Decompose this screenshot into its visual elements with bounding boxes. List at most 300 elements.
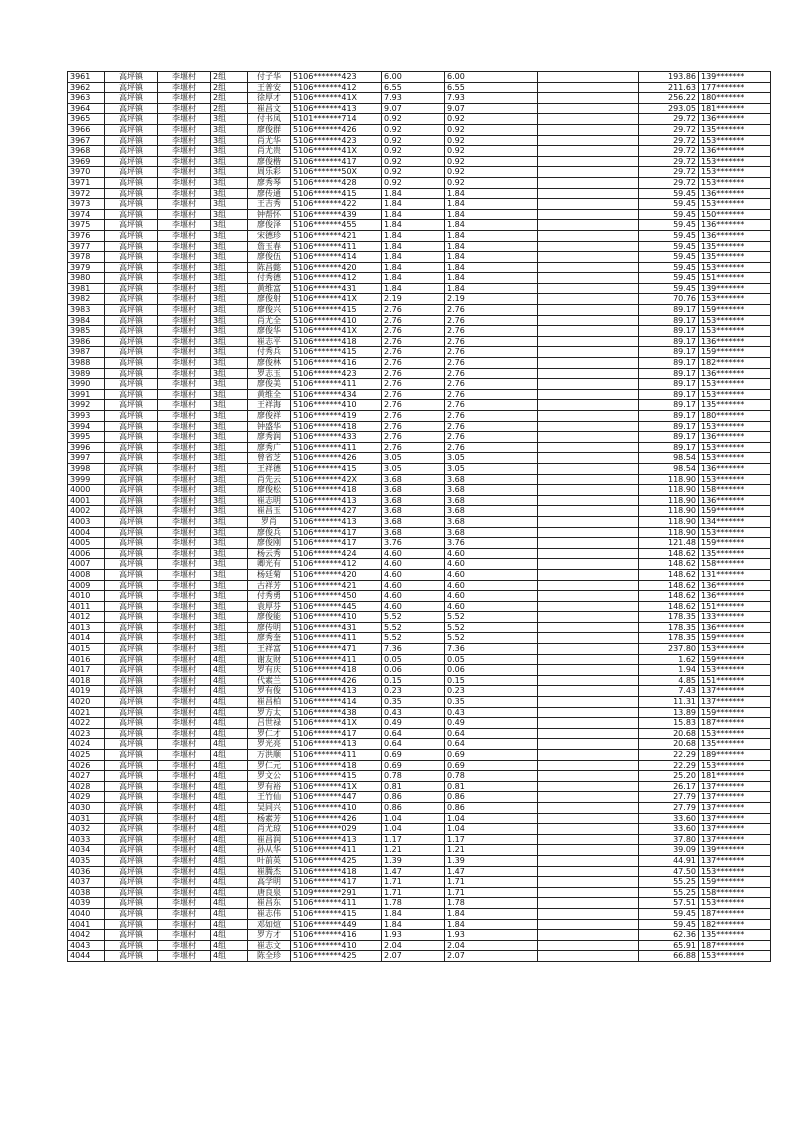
cell-blank — [538, 156, 639, 167]
cell-id-number: 5106*******425 — [291, 855, 382, 866]
cell-blank — [538, 262, 639, 273]
cell-village: 李堰村 — [158, 792, 211, 803]
cell-phone: 153******* — [699, 315, 771, 326]
cell-id-number: 5106*******413 — [291, 103, 382, 114]
cell-village: 李堰村 — [158, 188, 211, 199]
cell-village: 李堰村 — [158, 559, 211, 570]
cell-village: 李堰村 — [158, 135, 211, 146]
cell-row-number: 3994 — [68, 421, 105, 432]
cell-village: 李堰村 — [158, 442, 211, 453]
cell-village: 李堰村 — [158, 813, 211, 824]
cell-amount: 59.45 — [639, 262, 699, 273]
cell-row-number: 3981 — [68, 283, 105, 294]
cell-row-number: 4041 — [68, 919, 105, 930]
cell-group: 2组 — [211, 82, 248, 93]
cell-row-number: 4022 — [68, 718, 105, 729]
cell-blank — [538, 548, 639, 559]
cell-blank — [538, 834, 639, 845]
cell-village: 李堰村 — [158, 114, 211, 125]
cell-group: 4组 — [211, 792, 248, 803]
cell-area-confirmed: 0.92 — [445, 135, 538, 146]
cell-amount: 25.20 — [639, 771, 699, 782]
cell-group: 3组 — [211, 421, 248, 432]
cell-amount: 29.72 — [639, 135, 699, 146]
cell-area-confirmed: 2.76 — [445, 442, 538, 453]
cell-name: 崔昌润 — [248, 834, 291, 845]
cell-area-confirmed: 0.69 — [445, 760, 538, 771]
cell-area: 1.84 — [382, 919, 445, 930]
cell-town: 高坪镇 — [105, 908, 158, 919]
cell-id-number: 5106*******41X — [291, 718, 382, 729]
cell-town: 高坪镇 — [105, 305, 158, 316]
table-row — [68, 241, 771, 252]
cell-village: 李堰村 — [158, 495, 211, 506]
cell-group: 3组 — [211, 580, 248, 591]
cell-name: 袁厚芬 — [248, 601, 291, 612]
table-row — [68, 305, 771, 316]
cell-name: 廖俊松 — [248, 485, 291, 496]
cell-area-confirmed: 3.68 — [445, 506, 538, 517]
cell-row-number: 3961 — [68, 72, 105, 83]
cell-area-confirmed: 2.76 — [445, 368, 538, 379]
cell-town: 高坪镇 — [105, 379, 158, 390]
cell-area: 0.69 — [382, 760, 445, 771]
cell-id-number: 5106*******410 — [291, 802, 382, 813]
table-row — [68, 294, 771, 305]
table-row — [68, 389, 771, 400]
cell-name: 廖秀润 — [248, 432, 291, 443]
cell-name: 罗志玉 — [248, 368, 291, 379]
table-row — [68, 898, 771, 909]
cell-area: 1.84 — [382, 188, 445, 199]
cell-village: 李堰村 — [158, 315, 211, 326]
cell-name: 罗方太 — [248, 707, 291, 718]
cell-area-confirmed: 0.15 — [445, 675, 538, 686]
cell-group: 4组 — [211, 675, 248, 686]
cell-town: 高坪镇 — [105, 866, 158, 877]
cell-blank — [538, 336, 639, 347]
cell-area: 2.76 — [382, 368, 445, 379]
cell-village: 李堰村 — [158, 527, 211, 538]
cell-name: 廖俊射 — [248, 294, 291, 305]
cell-name: 廖俊美 — [248, 379, 291, 390]
cell-area-confirmed: 2.76 — [445, 432, 538, 443]
cell-area-confirmed: 1.78 — [445, 898, 538, 909]
table-row — [68, 252, 771, 263]
cell-area: 0.23 — [382, 686, 445, 697]
cell-id-number: 5106*******447 — [291, 792, 382, 803]
cell-group: 3组 — [211, 188, 248, 199]
cell-phone: 135******* — [699, 739, 771, 750]
cell-amount: 15.83 — [639, 718, 699, 729]
cell-row-number: 3979 — [68, 262, 105, 273]
cell-town: 高坪镇 — [105, 432, 158, 443]
cell-group: 3组 — [211, 135, 248, 146]
cell-phone: 136******* — [699, 622, 771, 633]
cell-blank — [538, 601, 639, 612]
cell-amount: 29.72 — [639, 146, 699, 157]
cell-name: 万洪顺 — [248, 750, 291, 761]
cell-id-number: 5106*******431 — [291, 622, 382, 633]
cell-town: 高坪镇 — [105, 718, 158, 729]
cell-row-number: 3982 — [68, 294, 105, 305]
cell-name: 崔昌文 — [248, 103, 291, 114]
cell-town: 高坪镇 — [105, 252, 158, 263]
cell-area-confirmed: 2.04 — [445, 940, 538, 951]
table-row — [68, 675, 771, 686]
cell-town: 高坪镇 — [105, 453, 158, 464]
cell-phone: 159******* — [699, 506, 771, 517]
cell-name: 廖俊楷 — [248, 156, 291, 167]
cell-area: 0.92 — [382, 135, 445, 146]
cell-row-number: 4016 — [68, 654, 105, 665]
cell-id-number: 5106*******418 — [291, 485, 382, 496]
cell-village: 李堰村 — [158, 644, 211, 655]
table-row — [68, 697, 771, 708]
cell-name: 古祥芳 — [248, 580, 291, 591]
cell-village: 李堰村 — [158, 855, 211, 866]
cell-row-number: 3964 — [68, 103, 105, 114]
table-row — [68, 569, 771, 580]
cell-area-confirmed: 0.92 — [445, 146, 538, 157]
cell-area: 1.84 — [382, 262, 445, 273]
cell-town: 高坪镇 — [105, 538, 158, 549]
table-row — [68, 665, 771, 676]
cell-group: 3组 — [211, 411, 248, 422]
cell-id-number: 5106*******434 — [291, 389, 382, 400]
cell-blank — [538, 569, 639, 580]
cell-id-number: 5106*******415 — [291, 908, 382, 919]
cell-area: 3.68 — [382, 474, 445, 485]
cell-group: 4组 — [211, 919, 248, 930]
cell-row-number: 4025 — [68, 750, 105, 761]
cell-id-number: 5106*******41X — [291, 326, 382, 337]
cell-row-number: 3972 — [68, 188, 105, 199]
cell-row-number: 3980 — [68, 273, 105, 284]
cell-area: 0.64 — [382, 728, 445, 739]
cell-id-number: 5106*******414 — [291, 252, 382, 263]
cell-blank — [538, 739, 639, 750]
cell-row-number: 4037 — [68, 877, 105, 888]
table-row — [68, 411, 771, 422]
cell-phone: 182******* — [699, 919, 771, 930]
cell-area: 3.68 — [382, 516, 445, 527]
cell-area-confirmed: 2.07 — [445, 951, 538, 962]
cell-phone: 153******* — [699, 951, 771, 962]
cell-area-confirmed: 1.84 — [445, 188, 538, 199]
table-row — [68, 559, 771, 570]
cell-name: 肖尤贵 — [248, 146, 291, 157]
table-row — [68, 940, 771, 951]
table-row — [68, 485, 771, 496]
cell-blank — [538, 760, 639, 771]
cell-name: 崔昌柏 — [248, 697, 291, 708]
cell-area: 1.04 — [382, 824, 445, 835]
cell-town: 高坪镇 — [105, 580, 158, 591]
cell-town: 高坪镇 — [105, 548, 158, 559]
cell-town: 高坪镇 — [105, 591, 158, 602]
cell-row-number: 3976 — [68, 230, 105, 241]
cell-town: 高坪镇 — [105, 485, 158, 496]
cell-area-confirmed: 1.84 — [445, 209, 538, 220]
cell-id-number: 5106*******413 — [291, 834, 382, 845]
cell-area: 2.76 — [382, 442, 445, 453]
cell-row-number: 3990 — [68, 379, 105, 390]
cell-id-number: 5106*******029 — [291, 824, 382, 835]
cell-village: 李堰村 — [158, 898, 211, 909]
cell-amount: 11.31 — [639, 697, 699, 708]
cell-area: 2.76 — [382, 421, 445, 432]
cell-area: 3.68 — [382, 495, 445, 506]
cell-blank — [538, 718, 639, 729]
cell-village: 李堰村 — [158, 686, 211, 697]
cell-area-confirmed: 6.55 — [445, 82, 538, 93]
cell-town: 高坪镇 — [105, 209, 158, 220]
cell-area-confirmed: 1.84 — [445, 241, 538, 252]
cell-phone: 135******* — [699, 124, 771, 135]
cell-group: 3组 — [211, 538, 248, 549]
cell-amount: 89.17 — [639, 400, 699, 411]
cell-phone: 153******* — [699, 866, 771, 877]
cell-blank — [538, 72, 639, 83]
cell-group: 3组 — [211, 453, 248, 464]
cell-row-number: 3988 — [68, 358, 105, 369]
cell-amount: 59.45 — [639, 209, 699, 220]
cell-amount: 20.68 — [639, 728, 699, 739]
cell-group: 3组 — [211, 283, 248, 294]
cell-blank — [538, 898, 639, 909]
cell-name: 付书凤 — [248, 114, 291, 125]
cell-village: 李堰村 — [158, 940, 211, 951]
cell-area-confirmed: 7.36 — [445, 644, 538, 655]
cell-amount: 89.17 — [639, 347, 699, 358]
cell-village: 李堰村 — [158, 294, 211, 305]
cell-row-number: 4002 — [68, 506, 105, 517]
cell-name: 卿光有 — [248, 559, 291, 570]
cell-blank — [538, 167, 639, 178]
cell-village: 李堰村 — [158, 750, 211, 761]
cell-row-number: 4027 — [68, 771, 105, 782]
cell-area: 0.86 — [382, 792, 445, 803]
cell-phone: 153******* — [699, 156, 771, 167]
cell-blank — [538, 813, 639, 824]
cell-id-number: 5106*******41X — [291, 294, 382, 305]
cell-row-number: 4032 — [68, 824, 105, 835]
cell-group: 3组 — [211, 601, 248, 612]
cell-name: 付秀兵 — [248, 347, 291, 358]
cell-village: 李堰村 — [158, 675, 211, 686]
cell-amount: 65.91 — [639, 940, 699, 951]
cell-area: 1.84 — [382, 241, 445, 252]
table-row — [68, 548, 771, 559]
cell-phone: 153******* — [699, 167, 771, 178]
cell-town: 高坪镇 — [105, 273, 158, 284]
cell-phone: 135******* — [699, 241, 771, 252]
cell-id-number: 5101*******714 — [291, 114, 382, 125]
cell-area-confirmed: 2.76 — [445, 326, 538, 337]
cell-area: 3.76 — [382, 538, 445, 549]
cell-village: 李堰村 — [158, 781, 211, 792]
cell-group: 3组 — [211, 199, 248, 210]
cell-area-confirmed: 2.76 — [445, 389, 538, 400]
cell-area-confirmed: 0.64 — [445, 728, 538, 739]
cell-name: 王祥德 — [248, 463, 291, 474]
table-row — [68, 114, 771, 125]
cell-amount: 89.17 — [639, 442, 699, 453]
cell-village: 李堰村 — [158, 400, 211, 411]
cell-group: 3组 — [211, 209, 248, 220]
cell-amount: 59.45 — [639, 241, 699, 252]
cell-row-number: 4004 — [68, 527, 105, 538]
cell-amount: 70.76 — [639, 294, 699, 305]
cell-phone: 159******* — [699, 347, 771, 358]
cell-phone: 136******* — [699, 220, 771, 231]
cell-id-number: 5106*******421 — [291, 230, 382, 241]
cell-blank — [538, 241, 639, 252]
cell-village: 李堰村 — [158, 538, 211, 549]
cell-name: 王竹仙 — [248, 792, 291, 803]
cell-row-number: 3983 — [68, 305, 105, 316]
cell-id-number: 5106*******415 — [291, 463, 382, 474]
cell-row-number: 3997 — [68, 453, 105, 464]
cell-name: 罗仁才 — [248, 728, 291, 739]
cell-name: 王祥富 — [248, 644, 291, 655]
cell-id-number: 5106*******445 — [291, 601, 382, 612]
cell-village: 李堰村 — [158, 697, 211, 708]
cell-phone: 177******* — [699, 82, 771, 93]
cell-id-number: 5106*******411 — [291, 442, 382, 453]
cell-amount: 118.90 — [639, 506, 699, 517]
cell-row-number: 4010 — [68, 591, 105, 602]
table-row — [68, 156, 771, 167]
cell-row-number: 3985 — [68, 326, 105, 337]
cell-area: 2.76 — [382, 326, 445, 337]
cell-area-confirmed: 0.49 — [445, 718, 538, 729]
table-row — [68, 824, 771, 835]
cell-village: 李堰村 — [158, 845, 211, 856]
cell-row-number: 4018 — [68, 675, 105, 686]
table-row — [68, 146, 771, 157]
cell-id-number: 5106*******412 — [291, 82, 382, 93]
cell-group: 3组 — [211, 633, 248, 644]
cell-area: 0.86 — [382, 802, 445, 813]
cell-row-number: 4003 — [68, 516, 105, 527]
cell-name: 罗光亮 — [248, 739, 291, 750]
cell-town: 高坪镇 — [105, 135, 158, 146]
cell-area: 2.76 — [382, 389, 445, 400]
cell-row-number: 3989 — [68, 368, 105, 379]
cell-area-confirmed: 0.23 — [445, 686, 538, 697]
cell-name: 廖俊伍 — [248, 252, 291, 263]
cell-area: 6.55 — [382, 82, 445, 93]
cell-group: 3组 — [211, 273, 248, 284]
cell-area: 2.76 — [382, 379, 445, 390]
cell-blank — [538, 951, 639, 962]
cell-area-confirmed: 1.84 — [445, 919, 538, 930]
table-row — [68, 82, 771, 93]
cell-area-confirmed: 1.84 — [445, 908, 538, 919]
cell-group: 4组 — [211, 718, 248, 729]
cell-area: 1.84 — [382, 199, 445, 210]
cell-area: 0.92 — [382, 146, 445, 157]
cell-row-number: 3986 — [68, 336, 105, 347]
cell-phone: 136******* — [699, 432, 771, 443]
cell-blank — [538, 707, 639, 718]
cell-village: 李堰村 — [158, 167, 211, 178]
cell-area-confirmed: 1.84 — [445, 199, 538, 210]
cell-id-number: 5106*******420 — [291, 569, 382, 580]
table-row — [68, 442, 771, 453]
cell-name: 肖尤全 — [248, 315, 291, 326]
cell-row-number: 4015 — [68, 644, 105, 655]
cell-name: 廖传明 — [248, 622, 291, 633]
cell-phone: 136******* — [699, 368, 771, 379]
cell-name: 付子华 — [248, 72, 291, 83]
table-row — [68, 262, 771, 273]
cell-blank — [538, 358, 639, 369]
table-row — [68, 103, 771, 114]
cell-group: 4组 — [211, 781, 248, 792]
cell-area: 1.84 — [382, 283, 445, 294]
cell-town: 高坪镇 — [105, 707, 158, 718]
cell-area: 2.19 — [382, 294, 445, 305]
cell-amount: 4.85 — [639, 675, 699, 686]
cell-town: 高坪镇 — [105, 400, 158, 411]
cell-area-confirmed: 4.60 — [445, 580, 538, 591]
cell-name: 崔腾杰 — [248, 866, 291, 877]
cell-blank — [538, 495, 639, 506]
cell-area-confirmed: 1.93 — [445, 930, 538, 941]
cell-phone: 137******* — [699, 813, 771, 824]
cell-row-number: 3974 — [68, 209, 105, 220]
cell-amount: 89.17 — [639, 326, 699, 337]
cell-blank — [538, 686, 639, 697]
cell-blank — [538, 792, 639, 803]
cell-group: 3组 — [211, 220, 248, 231]
cell-area: 0.35 — [382, 697, 445, 708]
cell-row-number: 4012 — [68, 612, 105, 623]
cell-area: 1.84 — [382, 230, 445, 241]
cell-area-confirmed: 0.06 — [445, 665, 538, 676]
cell-phone: 139******* — [699, 845, 771, 856]
table-row — [68, 379, 771, 390]
cell-amount: 29.72 — [639, 156, 699, 167]
cell-area: 0.49 — [382, 718, 445, 729]
cell-id-number: 5106*******438 — [291, 707, 382, 718]
cell-area-confirmed: 2.76 — [445, 400, 538, 411]
cell-phone: 137******* — [699, 834, 771, 845]
cell-amount: 89.17 — [639, 432, 699, 443]
cell-village: 李堰村 — [158, 580, 211, 591]
cell-row-number: 4024 — [68, 739, 105, 750]
cell-amount: 118.90 — [639, 527, 699, 538]
cell-phone: 136******* — [699, 580, 771, 591]
cell-id-number: 5106*******42X — [291, 474, 382, 485]
cell-group: 4组 — [211, 940, 248, 951]
cell-blank — [538, 887, 639, 898]
cell-name: 廖俊兴 — [248, 305, 291, 316]
cell-phone: 137******* — [699, 781, 771, 792]
cell-phone: 153******* — [699, 453, 771, 464]
cell-amount: 29.72 — [639, 167, 699, 178]
cell-name: 崔志文 — [248, 940, 291, 951]
cell-amount: 26.17 — [639, 781, 699, 792]
cell-name: 廖俊祥 — [248, 411, 291, 422]
cell-blank — [538, 188, 639, 199]
cell-village: 李堰村 — [158, 601, 211, 612]
cell-group: 2组 — [211, 103, 248, 114]
table-row — [68, 866, 771, 877]
